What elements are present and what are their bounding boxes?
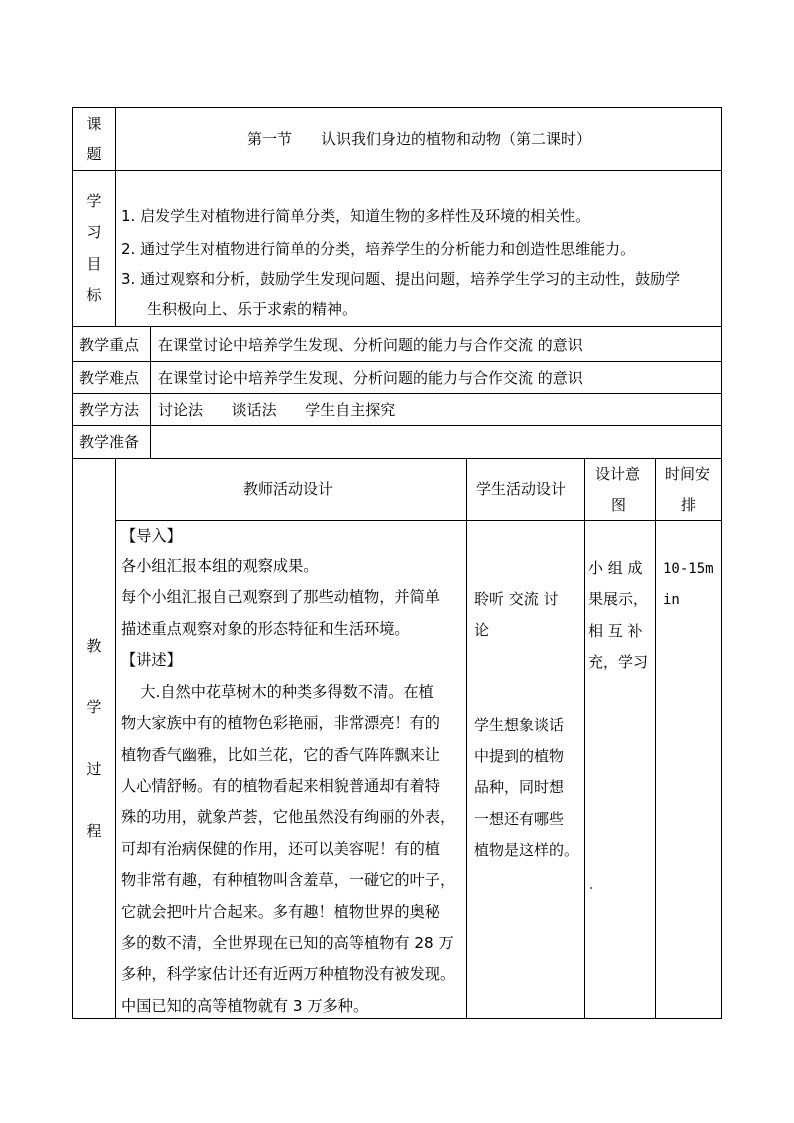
key-points-value: 在课堂讨论中培养学生发现、分析问题的能力与合作交流 的意识 xyxy=(158,336,583,354)
stray-mark xyxy=(590,887,592,889)
student-line: 植物是这样的。 xyxy=(474,841,580,859)
teacher-line: 大.自然中花草树木的种类多得数不清。在植 xyxy=(121,683,434,701)
process-label-char: 教 xyxy=(86,637,102,655)
topic-label-char: 课 xyxy=(86,115,102,133)
teacher-line: 它就会把叶片合起来。多有趣！植物世界的奥秘 xyxy=(121,903,440,921)
teacher-line: 植物香气幽雅，比如兰花，它的香气阵阵飘来让 xyxy=(121,746,440,764)
teacher-line: 中国已知的高等植物就有 3 万多种。 xyxy=(121,997,369,1015)
student-line: 学生想象谈话 xyxy=(474,716,565,734)
objective-item: 3. 通过观察和分析，鼓励学生发现问题、提出问题，培养学生学习的主动性，鼓励学 xyxy=(121,270,681,288)
teacher-line: 可却有治病保健的作用，还可以美容呢！有的植 xyxy=(121,840,440,858)
student-line: 一想还有哪些 xyxy=(474,810,565,828)
preparation-label: 教学准备 xyxy=(79,433,140,451)
intent-line: 小 组 成 xyxy=(588,559,643,577)
teacher-line: 各小组汇报本组的观察成果。 xyxy=(121,557,319,575)
objectives-label-char: 目 xyxy=(86,255,102,273)
process-label-char: 程 xyxy=(86,822,102,840)
teacher-line: 物非常有趣，有种植物叫含羞草，一碰它的叶子， xyxy=(121,871,456,889)
teacher-activity-header: 教师活动设计 xyxy=(243,480,334,498)
time-header-2: 排 xyxy=(681,496,697,514)
teacher-line: 描述重点观察对象的形态特征和生活环境。 xyxy=(121,620,410,638)
intent-line: 相 互 补 xyxy=(588,622,643,640)
difficulties-value: 在课堂讨论中培养学生发现、分析问题的能力与合作交流 的意识 xyxy=(158,369,583,387)
time-line: 10-15m xyxy=(663,561,714,577)
intent-line: 充，学习 xyxy=(588,653,649,671)
topic-label-char: 题 xyxy=(86,145,102,163)
teacher-line: 【导入】 xyxy=(121,527,182,545)
section-number: 第一节 xyxy=(247,130,293,148)
objectives-label-char: 学 xyxy=(86,192,102,210)
student-activity-header: 学生活动设计 xyxy=(476,480,567,498)
process-label-char: 学 xyxy=(86,698,102,716)
student-line: 品种，同时想 xyxy=(474,778,565,796)
key-points-label: 教学重点 xyxy=(79,336,140,354)
difficulties-label: 教学难点 xyxy=(79,369,140,387)
student-line: 论 xyxy=(474,621,490,639)
lesson-title: 认识我们身边的植物和动物（第二课时） xyxy=(321,130,592,148)
objectives-label-char: 习 xyxy=(86,223,102,241)
objectives-label-char: 标 xyxy=(86,286,102,304)
objective-item: 1. 启发学生对植物进行简单分类，知道生物的多样性及环境的相关性。 xyxy=(121,207,591,225)
process-label-char: 过 xyxy=(86,760,102,778)
time-header: 时间安 xyxy=(665,465,711,483)
teacher-line: 多的数不清，全世界现在已知的高等植物有 28 万 xyxy=(121,934,454,952)
intent-line: 果展示， xyxy=(588,590,649,608)
student-line: 聆听 交流 讨 xyxy=(474,590,559,608)
design-intent-header-2: 图 xyxy=(611,496,627,514)
student-line: 中提到的植物 xyxy=(474,747,565,765)
teacher-line: 每个小组汇报自己观察到了那些动植物，并简单 xyxy=(121,588,440,606)
methods-value: 讨论法 谈话法 学生自主探究 xyxy=(158,401,396,419)
teacher-line: 多种，科学家估计还有近两万种植物没有被发现。 xyxy=(121,965,456,983)
teacher-line: 【讲述】 xyxy=(121,651,182,669)
methods-label: 教学方法 xyxy=(79,401,140,419)
objective-item: 2. 通过学生对植物进行简单的分类，培养学生的分析能力和创造性思维能力。 xyxy=(121,240,636,258)
teacher-line: 殊的功用，就象芦荟，它他虽然没有绚丽的外表， xyxy=(121,808,456,826)
design-intent-header: 设计意 xyxy=(595,465,641,483)
teacher-line: 人心情舒畅。有的植物看起来相貌普通却有着特 xyxy=(121,777,440,795)
time-line: in xyxy=(663,592,680,608)
objective-item-continued: 生积极向上、乐于求索的精神。 xyxy=(147,300,358,318)
teacher-line: 物大家族中有的植物色彩艳丽，非常漂亮！有的 xyxy=(121,714,440,732)
